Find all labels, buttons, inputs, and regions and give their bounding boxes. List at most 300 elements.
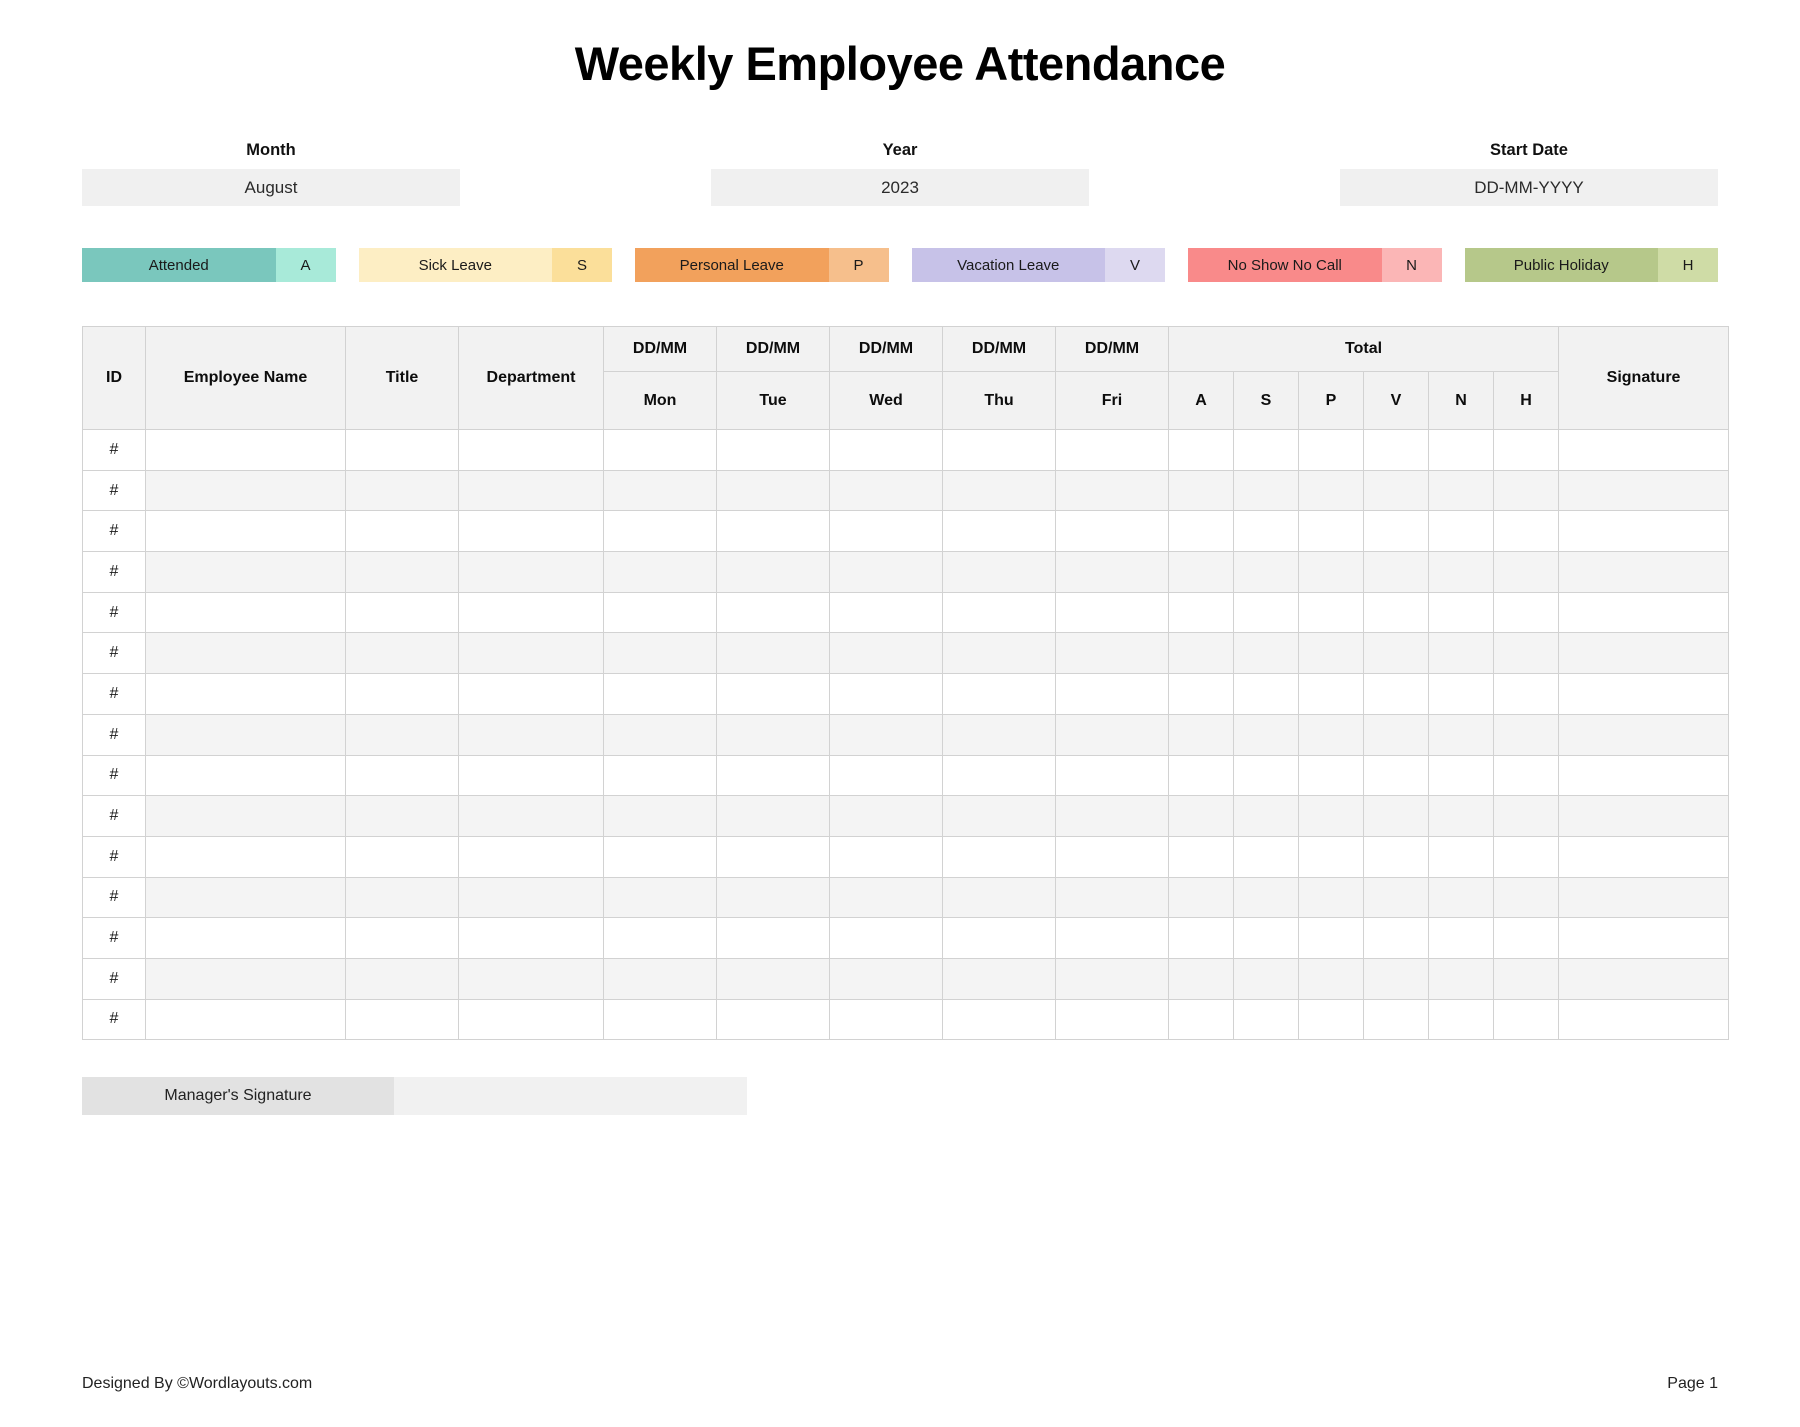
signature-cell[interactable] <box>1559 430 1729 471</box>
department-cell[interactable] <box>459 430 604 471</box>
total-a-cell[interactable] <box>1169 511 1234 552</box>
row-id-cell: # <box>83 836 146 877</box>
total-a-cell[interactable] <box>1169 918 1234 959</box>
total-s-cell[interactable] <box>1234 796 1299 837</box>
total-s-cell[interactable] <box>1234 592 1299 633</box>
tue-cell[interactable] <box>717 470 830 511</box>
start-date-value[interactable]: DD-MM-YYYY <box>1340 169 1718 206</box>
signature-cell[interactable] <box>1559 552 1729 593</box>
tue-cell[interactable] <box>717 877 830 918</box>
employee-name-cell[interactable] <box>146 999 346 1040</box>
total-h-cell[interactable] <box>1494 877 1559 918</box>
legend-item-sick-leave <box>359 248 613 282</box>
total-v-cell[interactable] <box>1364 430 1429 471</box>
title-cell[interactable] <box>346 836 459 877</box>
total-a-cell[interactable] <box>1169 836 1234 877</box>
signature-cell[interactable] <box>1559 958 1729 999</box>
total-n-cell[interactable] <box>1429 755 1494 796</box>
tue-cell[interactable] <box>717 796 830 837</box>
header-title: Title <box>346 327 459 430</box>
fri-cell[interactable] <box>1056 511 1169 552</box>
header-total-h: H <box>1494 372 1559 430</box>
footer-credit: Designed By ©Wordlayouts.com <box>82 1375 313 1392</box>
fri-cell[interactable] <box>1056 633 1169 674</box>
mon-cell[interactable] <box>604 674 717 715</box>
department-cell[interactable] <box>459 511 604 552</box>
signature-cell[interactable] <box>1559 796 1729 837</box>
department-cell[interactable] <box>459 918 604 959</box>
wed-cell[interactable] <box>830 470 943 511</box>
table-row <box>83 714 1729 755</box>
header-row-dates <box>83 327 1729 372</box>
legend-code: P <box>829 248 889 282</box>
meta-field-month <box>82 141 460 206</box>
header-day-fri: Fri <box>1056 372 1169 430</box>
total-v-cell[interactable] <box>1364 714 1429 755</box>
meta-field-start-date <box>1340 141 1718 206</box>
department-cell[interactable] <box>459 836 604 877</box>
total-v-cell[interactable] <box>1364 958 1429 999</box>
total-p-cell[interactable] <box>1299 552 1364 593</box>
total-n-cell[interactable] <box>1429 877 1494 918</box>
employee-name-cell[interactable] <box>146 674 346 715</box>
total-h-cell[interactable] <box>1494 511 1559 552</box>
signature-cell[interactable] <box>1559 877 1729 918</box>
legend-item-no-show-no-call <box>1188 248 1442 282</box>
total-v-cell[interactable] <box>1364 877 1429 918</box>
employee-name-cell[interactable] <box>146 755 346 796</box>
table-row <box>83 633 1729 674</box>
wed-cell[interactable] <box>830 796 943 837</box>
fri-cell[interactable] <box>1056 958 1169 999</box>
total-p-cell[interactable] <box>1299 877 1364 918</box>
total-v-cell[interactable] <box>1364 511 1429 552</box>
tue-cell[interactable] <box>717 714 830 755</box>
mon-cell[interactable] <box>604 470 717 511</box>
wed-cell[interactable] <box>830 877 943 918</box>
thu-cell[interactable] <box>943 755 1056 796</box>
thu-cell[interactable] <box>943 552 1056 593</box>
department-cell[interactable] <box>459 470 604 511</box>
wed-cell[interactable] <box>830 633 943 674</box>
table-row <box>83 430 1729 471</box>
start-date-label: Start Date <box>1490 141 1568 159</box>
department-cell[interactable] <box>459 755 604 796</box>
department-cell[interactable] <box>459 633 604 674</box>
total-p-cell[interactable] <box>1299 674 1364 715</box>
wed-cell[interactable] <box>830 836 943 877</box>
employee-name-cell[interactable] <box>146 877 346 918</box>
wed-cell[interactable] <box>830 511 943 552</box>
total-s-cell[interactable] <box>1234 552 1299 593</box>
mon-cell[interactable] <box>604 552 717 593</box>
tue-cell[interactable] <box>717 958 830 999</box>
signature-cell[interactable] <box>1559 511 1729 552</box>
thu-cell[interactable] <box>943 877 1056 918</box>
manager-signature-label: Manager's Signature <box>82 1077 394 1115</box>
total-p-cell[interactable] <box>1299 796 1364 837</box>
employee-name-cell[interactable] <box>146 430 346 471</box>
header-day-tue: Tue <box>717 372 830 430</box>
header-date-thu[interactable]: DD/MM <box>943 327 1056 372</box>
total-n-cell[interactable] <box>1429 674 1494 715</box>
page-title: Weekly Employee Attendance <box>574 37 1226 90</box>
thu-cell[interactable] <box>943 796 1056 837</box>
total-s-cell[interactable] <box>1234 877 1299 918</box>
total-v-cell[interactable] <box>1364 796 1429 837</box>
page-footer <box>82 1375 1718 1393</box>
table-row <box>83 999 1729 1040</box>
total-s-cell[interactable] <box>1234 958 1299 999</box>
signature-cell[interactable] <box>1559 633 1729 674</box>
total-s-cell[interactable] <box>1234 430 1299 471</box>
header-employee-name: Employee Name <box>146 327 346 430</box>
month-label: Month <box>246 141 296 159</box>
document-page <box>0 36 1800 1427</box>
header-date-tue[interactable]: DD/MM <box>717 327 830 372</box>
total-n-cell[interactable] <box>1429 999 1494 1040</box>
department-cell[interactable] <box>459 674 604 715</box>
mon-cell[interactable] <box>604 714 717 755</box>
fri-cell[interactable] <box>1056 552 1169 593</box>
tue-cell[interactable] <box>717 674 830 715</box>
title-cell[interactable] <box>346 430 459 471</box>
attendance-table <box>82 326 1729 1040</box>
tue-cell[interactable] <box>717 633 830 674</box>
header-total-n: N <box>1429 372 1494 430</box>
header-day-wed: Wed <box>830 372 943 430</box>
total-p-cell[interactable] <box>1299 633 1364 674</box>
total-p-cell[interactable] <box>1299 430 1364 471</box>
row-id-cell: # <box>83 552 146 593</box>
total-n-cell[interactable] <box>1429 836 1494 877</box>
row-id-cell: # <box>83 877 146 918</box>
header-department: Department <box>459 327 604 430</box>
header-day-thu: Thu <box>943 372 1056 430</box>
wed-cell[interactable] <box>830 674 943 715</box>
signature-cell[interactable] <box>1559 714 1729 755</box>
thu-cell[interactable] <box>943 430 1056 471</box>
table-row <box>83 674 1729 715</box>
title-cell[interactable] <box>346 592 459 633</box>
thu-cell[interactable] <box>943 674 1056 715</box>
total-h-cell[interactable] <box>1494 430 1559 471</box>
mon-cell[interactable] <box>604 511 717 552</box>
employee-name-cell[interactable] <box>146 511 346 552</box>
total-s-cell[interactable] <box>1234 633 1299 674</box>
tue-cell[interactable] <box>717 592 830 633</box>
table-row <box>83 836 1729 877</box>
wed-cell[interactable] <box>830 755 943 796</box>
total-a-cell[interactable] <box>1169 430 1234 471</box>
legend-label: Attended <box>82 248 276 282</box>
title-cell[interactable] <box>346 674 459 715</box>
fri-cell[interactable] <box>1056 674 1169 715</box>
title-cell[interactable] <box>346 470 459 511</box>
legend-code: V <box>1105 248 1165 282</box>
total-a-cell[interactable] <box>1169 552 1234 593</box>
fri-cell[interactable] <box>1056 877 1169 918</box>
signature-cell[interactable] <box>1559 470 1729 511</box>
thu-cell[interactable] <box>943 999 1056 1040</box>
total-n-cell[interactable] <box>1429 511 1494 552</box>
thu-cell[interactable] <box>943 633 1056 674</box>
mon-cell[interactable] <box>604 592 717 633</box>
department-cell[interactable] <box>459 877 604 918</box>
total-v-cell[interactable] <box>1364 836 1429 877</box>
row-id-cell: # <box>83 755 146 796</box>
total-p-cell[interactable] <box>1299 592 1364 633</box>
total-n-cell[interactable] <box>1429 633 1494 674</box>
total-v-cell[interactable] <box>1364 633 1429 674</box>
thu-cell[interactable] <box>943 511 1056 552</box>
thu-cell[interactable] <box>943 470 1056 511</box>
table-row <box>83 592 1729 633</box>
header-signature: Signature <box>1559 327 1729 430</box>
fri-cell[interactable] <box>1056 999 1169 1040</box>
wed-cell[interactable] <box>830 592 943 633</box>
total-v-cell[interactable] <box>1364 592 1429 633</box>
mon-cell[interactable] <box>604 958 717 999</box>
total-h-cell[interactable] <box>1494 755 1559 796</box>
employee-name-cell[interactable] <box>146 592 346 633</box>
total-s-cell[interactable] <box>1234 755 1299 796</box>
mon-cell[interactable] <box>604 755 717 796</box>
table-head <box>83 327 1729 430</box>
total-p-cell[interactable] <box>1299 918 1364 959</box>
total-n-cell[interactable] <box>1429 714 1494 755</box>
total-a-cell[interactable] <box>1169 674 1234 715</box>
total-v-cell[interactable] <box>1364 918 1429 959</box>
row-id-cell: # <box>83 511 146 552</box>
employee-name-cell[interactable] <box>146 918 346 959</box>
total-p-cell[interactable] <box>1299 470 1364 511</box>
total-h-cell[interactable] <box>1494 999 1559 1040</box>
header-id: ID <box>83 327 146 430</box>
thu-cell[interactable] <box>943 714 1056 755</box>
total-v-cell[interactable] <box>1364 552 1429 593</box>
total-p-cell[interactable] <box>1299 714 1364 755</box>
total-s-cell[interactable] <box>1234 714 1299 755</box>
row-id-cell: # <box>83 958 146 999</box>
table-row <box>83 511 1729 552</box>
mon-cell[interactable] <box>604 430 717 471</box>
month-value[interactable]: August <box>82 169 460 206</box>
thu-cell[interactable] <box>943 592 1056 633</box>
total-h-cell[interactable] <box>1494 714 1559 755</box>
title-cell[interactable] <box>346 714 459 755</box>
thu-cell[interactable] <box>943 918 1056 959</box>
fri-cell[interactable] <box>1056 430 1169 471</box>
legend-label: Public Holiday <box>1465 248 1659 282</box>
tue-cell[interactable] <box>717 552 830 593</box>
total-a-cell[interactable] <box>1169 796 1234 837</box>
tue-cell[interactable] <box>717 430 830 471</box>
mon-cell[interactable] <box>604 918 717 959</box>
employee-name-cell[interactable] <box>146 552 346 593</box>
signature-cell[interactable] <box>1559 755 1729 796</box>
total-n-cell[interactable] <box>1429 430 1494 471</box>
employee-name-cell[interactable] <box>146 836 346 877</box>
total-s-cell[interactable] <box>1234 511 1299 552</box>
employee-name-cell[interactable] <box>146 958 346 999</box>
tue-cell[interactable] <box>717 918 830 959</box>
title-cell[interactable] <box>346 999 459 1040</box>
header-total: Total <box>1169 327 1559 372</box>
legend-label: Personal Leave <box>635 248 829 282</box>
thu-cell[interactable] <box>943 836 1056 877</box>
total-a-cell[interactable] <box>1169 958 1234 999</box>
legend-item-attended <box>82 248 336 282</box>
total-p-cell[interactable] <box>1299 999 1364 1040</box>
header-date-mon[interactable]: DD/MM <box>604 327 717 372</box>
wed-cell[interactable] <box>830 552 943 593</box>
signature-cell[interactable] <box>1559 674 1729 715</box>
total-a-cell[interactable] <box>1169 999 1234 1040</box>
employee-name-cell[interactable] <box>146 714 346 755</box>
total-h-cell[interactable] <box>1494 796 1559 837</box>
year-label: Year <box>882 141 918 159</box>
title-cell[interactable] <box>346 552 459 593</box>
department-cell[interactable] <box>459 796 604 837</box>
header-date-fri[interactable]: DD/MM <box>1056 327 1169 372</box>
meta-row <box>82 141 1718 206</box>
fri-cell[interactable] <box>1056 714 1169 755</box>
total-n-cell[interactable] <box>1429 796 1494 837</box>
meta-field-year <box>711 141 1089 206</box>
total-n-cell[interactable] <box>1429 958 1494 999</box>
wed-cell[interactable] <box>830 714 943 755</box>
table-body <box>83 430 1729 1040</box>
employee-name-cell[interactable] <box>146 633 346 674</box>
department-cell[interactable] <box>459 714 604 755</box>
total-n-cell[interactable] <box>1429 918 1494 959</box>
row-id-cell: # <box>83 470 146 511</box>
legend-item-public-holiday <box>1465 248 1719 282</box>
total-h-cell[interactable] <box>1494 552 1559 593</box>
title-cell[interactable] <box>346 958 459 999</box>
department-cell[interactable] <box>459 592 604 633</box>
tue-cell[interactable] <box>717 836 830 877</box>
total-a-cell[interactable] <box>1169 470 1234 511</box>
header-total-p: P <box>1299 372 1364 430</box>
fri-cell[interactable] <box>1056 592 1169 633</box>
title-cell[interactable] <box>346 796 459 837</box>
department-cell[interactable] <box>459 552 604 593</box>
row-id-cell: # <box>83 592 146 633</box>
mon-cell[interactable] <box>604 999 717 1040</box>
table-row <box>83 958 1729 999</box>
wed-cell[interactable] <box>830 918 943 959</box>
total-s-cell[interactable] <box>1234 999 1299 1040</box>
total-a-cell[interactable] <box>1169 755 1234 796</box>
total-h-cell[interactable] <box>1494 633 1559 674</box>
total-h-cell[interactable] <box>1494 674 1559 715</box>
signature-cell[interactable] <box>1559 592 1729 633</box>
wed-cell[interactable] <box>830 999 943 1040</box>
mon-cell[interactable] <box>604 877 717 918</box>
row-id-cell: # <box>83 999 146 1040</box>
table-row <box>83 755 1729 796</box>
total-v-cell[interactable] <box>1364 755 1429 796</box>
thu-cell[interactable] <box>943 958 1056 999</box>
fri-cell[interactable] <box>1056 796 1169 837</box>
wed-cell[interactable] <box>830 958 943 999</box>
wed-cell[interactable] <box>830 430 943 471</box>
total-v-cell[interactable] <box>1364 674 1429 715</box>
total-s-cell[interactable] <box>1234 470 1299 511</box>
total-h-cell[interactable] <box>1494 958 1559 999</box>
title-cell[interactable] <box>346 633 459 674</box>
table-row <box>83 918 1729 959</box>
total-h-cell[interactable] <box>1494 592 1559 633</box>
total-s-cell[interactable] <box>1234 674 1299 715</box>
title-cell[interactable] <box>346 918 459 959</box>
total-a-cell[interactable] <box>1169 592 1234 633</box>
table-row <box>83 552 1729 593</box>
total-a-cell[interactable] <box>1169 633 1234 674</box>
legend <box>82 248 1718 282</box>
total-p-cell[interactable] <box>1299 511 1364 552</box>
total-a-cell[interactable] <box>1169 877 1234 918</box>
total-s-cell[interactable] <box>1234 918 1299 959</box>
total-a-cell[interactable] <box>1169 714 1234 755</box>
total-h-cell[interactable] <box>1494 918 1559 959</box>
total-v-cell[interactable] <box>1364 470 1429 511</box>
department-cell[interactable] <box>459 999 604 1040</box>
legend-item-personal-leave <box>635 248 889 282</box>
total-n-cell[interactable] <box>1429 552 1494 593</box>
mon-cell[interactable] <box>604 633 717 674</box>
signature-cell[interactable] <box>1559 918 1729 959</box>
total-s-cell[interactable] <box>1234 836 1299 877</box>
employee-name-cell[interactable] <box>146 470 346 511</box>
header-total-s: S <box>1234 372 1299 430</box>
fri-cell[interactable] <box>1056 918 1169 959</box>
signature-cell[interactable] <box>1559 836 1729 877</box>
header-day-mon: Mon <box>604 372 717 430</box>
tue-cell[interactable] <box>717 999 830 1040</box>
employee-name-cell[interactable] <box>146 796 346 837</box>
total-p-cell[interactable] <box>1299 836 1364 877</box>
total-p-cell[interactable] <box>1299 958 1364 999</box>
legend-label: No Show No Call <box>1188 248 1382 282</box>
title-cell[interactable] <box>346 755 459 796</box>
total-v-cell[interactable] <box>1364 999 1429 1040</box>
signature-cell[interactable] <box>1559 999 1729 1040</box>
total-n-cell[interactable] <box>1429 592 1494 633</box>
mon-cell[interactable] <box>604 836 717 877</box>
mon-cell[interactable] <box>604 796 717 837</box>
total-p-cell[interactable] <box>1299 755 1364 796</box>
total-n-cell[interactable] <box>1429 470 1494 511</box>
title-cell[interactable] <box>346 511 459 552</box>
department-cell[interactable] <box>459 958 604 999</box>
year-value[interactable]: 2023 <box>711 169 1089 206</box>
title-cell[interactable] <box>346 877 459 918</box>
total-h-cell[interactable] <box>1494 470 1559 511</box>
fri-cell[interactable] <box>1056 755 1169 796</box>
tue-cell[interactable] <box>717 511 830 552</box>
header-date-wed[interactable]: DD/MM <box>830 327 943 372</box>
total-h-cell[interactable] <box>1494 836 1559 877</box>
manager-signature-field[interactable] <box>394 1077 747 1115</box>
fri-cell[interactable] <box>1056 470 1169 511</box>
fri-cell[interactable] <box>1056 836 1169 877</box>
header-total-v: V <box>1364 372 1429 430</box>
tue-cell[interactable] <box>717 755 830 796</box>
legend-label: Vacation Leave <box>912 248 1106 282</box>
